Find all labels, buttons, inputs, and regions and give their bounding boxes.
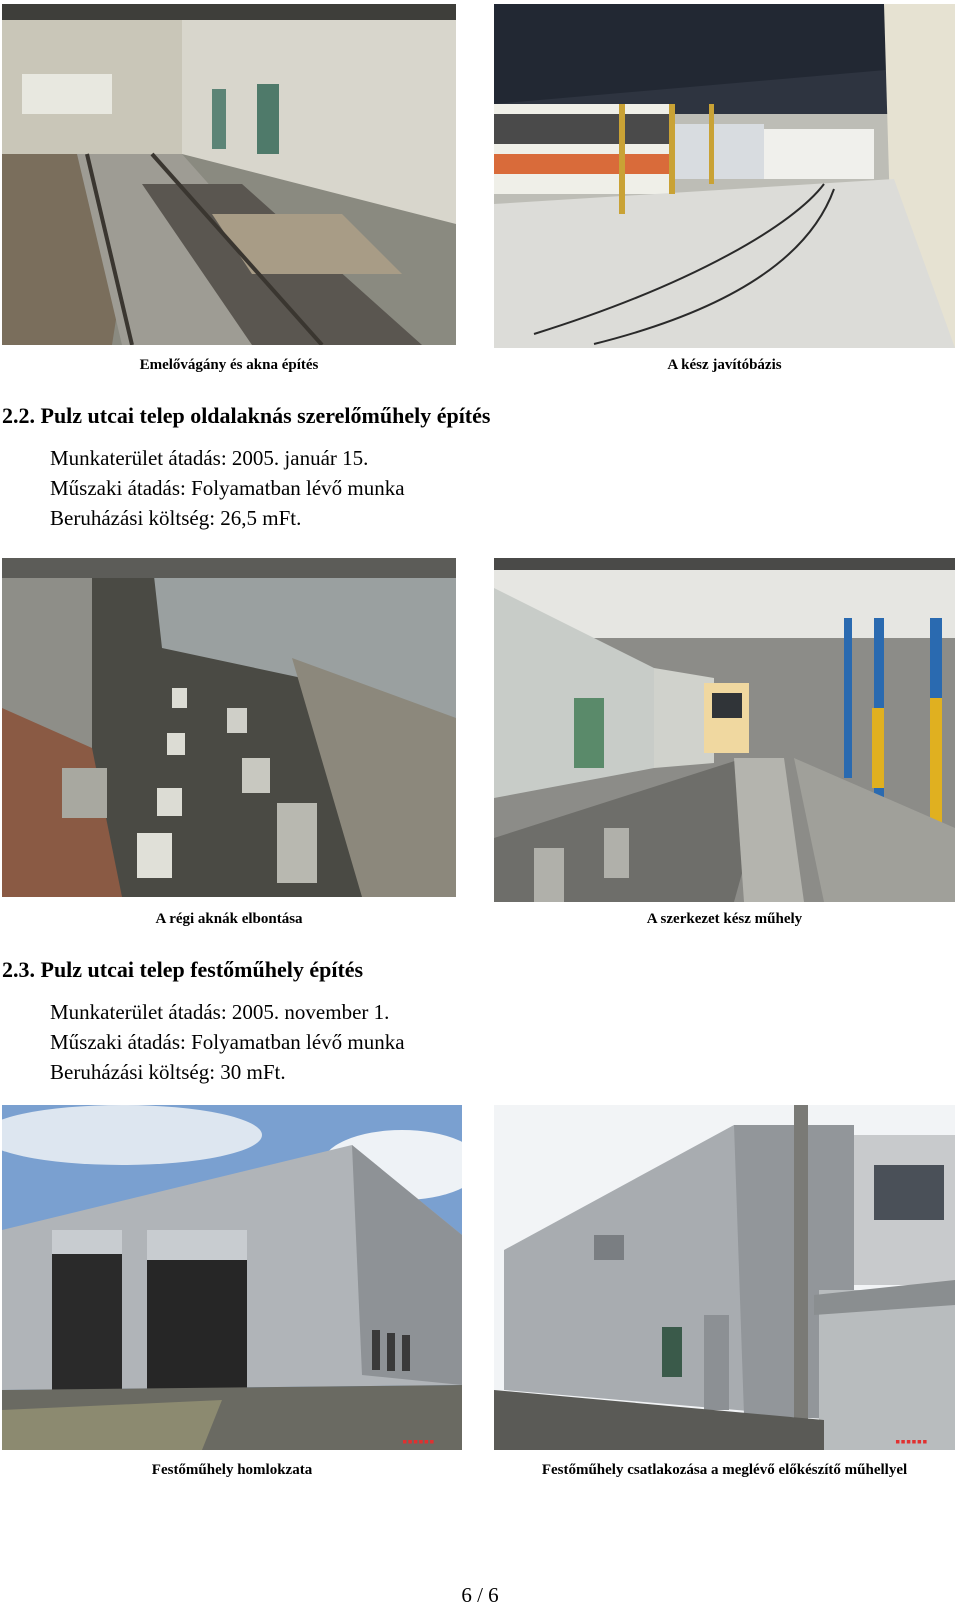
technical-handover: Műszaki átadás: Folyamatban lévő munka — [50, 476, 405, 500]
caption-photo-1: Emelővágány és akna építés — [139, 357, 319, 373]
photo-structure-ready-workshop — [494, 558, 955, 902]
caption-photo-5: Festőműhely homlokzata — [151, 1462, 313, 1478]
photo-datestamp-mark: ▪▪▪▪▪▪ — [895, 1437, 928, 1447]
handover-date: Munkaterület átadás: 2005. január 15. — [50, 446, 369, 470]
photo-finished-repair-base — [494, 4, 955, 348]
investment-cost: Beruházási költség: 30 mFt. — [50, 1060, 286, 1084]
photo-paint-shop-facade — [2, 1105, 462, 1450]
caption-photo-2: A kész javítóbázis — [667, 357, 782, 373]
photo-datestamp-mark: ▪▪▪▪▪▪ — [402, 1437, 435, 1447]
investment-cost: Beruházási költség: 26,5 mFt. — [50, 506, 302, 530]
caption-photo-3: A régi aknák elbontása — [155, 911, 303, 927]
section-2-3-details — [50, 997, 405, 1087]
section-2-2-details — [50, 443, 405, 533]
photo-paint-shop-connection — [494, 1105, 955, 1450]
photo-old-pits-demolition — [2, 558, 456, 897]
section-heading-2-3: 2.3. Pulz utcai telep festőműhely építés — [2, 957, 364, 982]
page-number: 6 / 6 — [461, 1583, 499, 1607]
handover-date: Munkaterület átadás: 2005. november 1. — [50, 1000, 390, 1024]
caption-photo-4: A szerkezet kész műhely — [646, 911, 803, 927]
caption-photo-6: Festőműhely csatlakozása a meglévő előkészítő műhellyel — [541, 1462, 908, 1478]
photo-lifting-track-construction — [2, 4, 456, 345]
technical-handover: Műszaki átadás: Folyamatban lévő munka — [50, 1030, 405, 1054]
section-heading-2-2: 2.2. Pulz utcai telep oldalaknás szerelőműhely építés — [2, 403, 491, 428]
